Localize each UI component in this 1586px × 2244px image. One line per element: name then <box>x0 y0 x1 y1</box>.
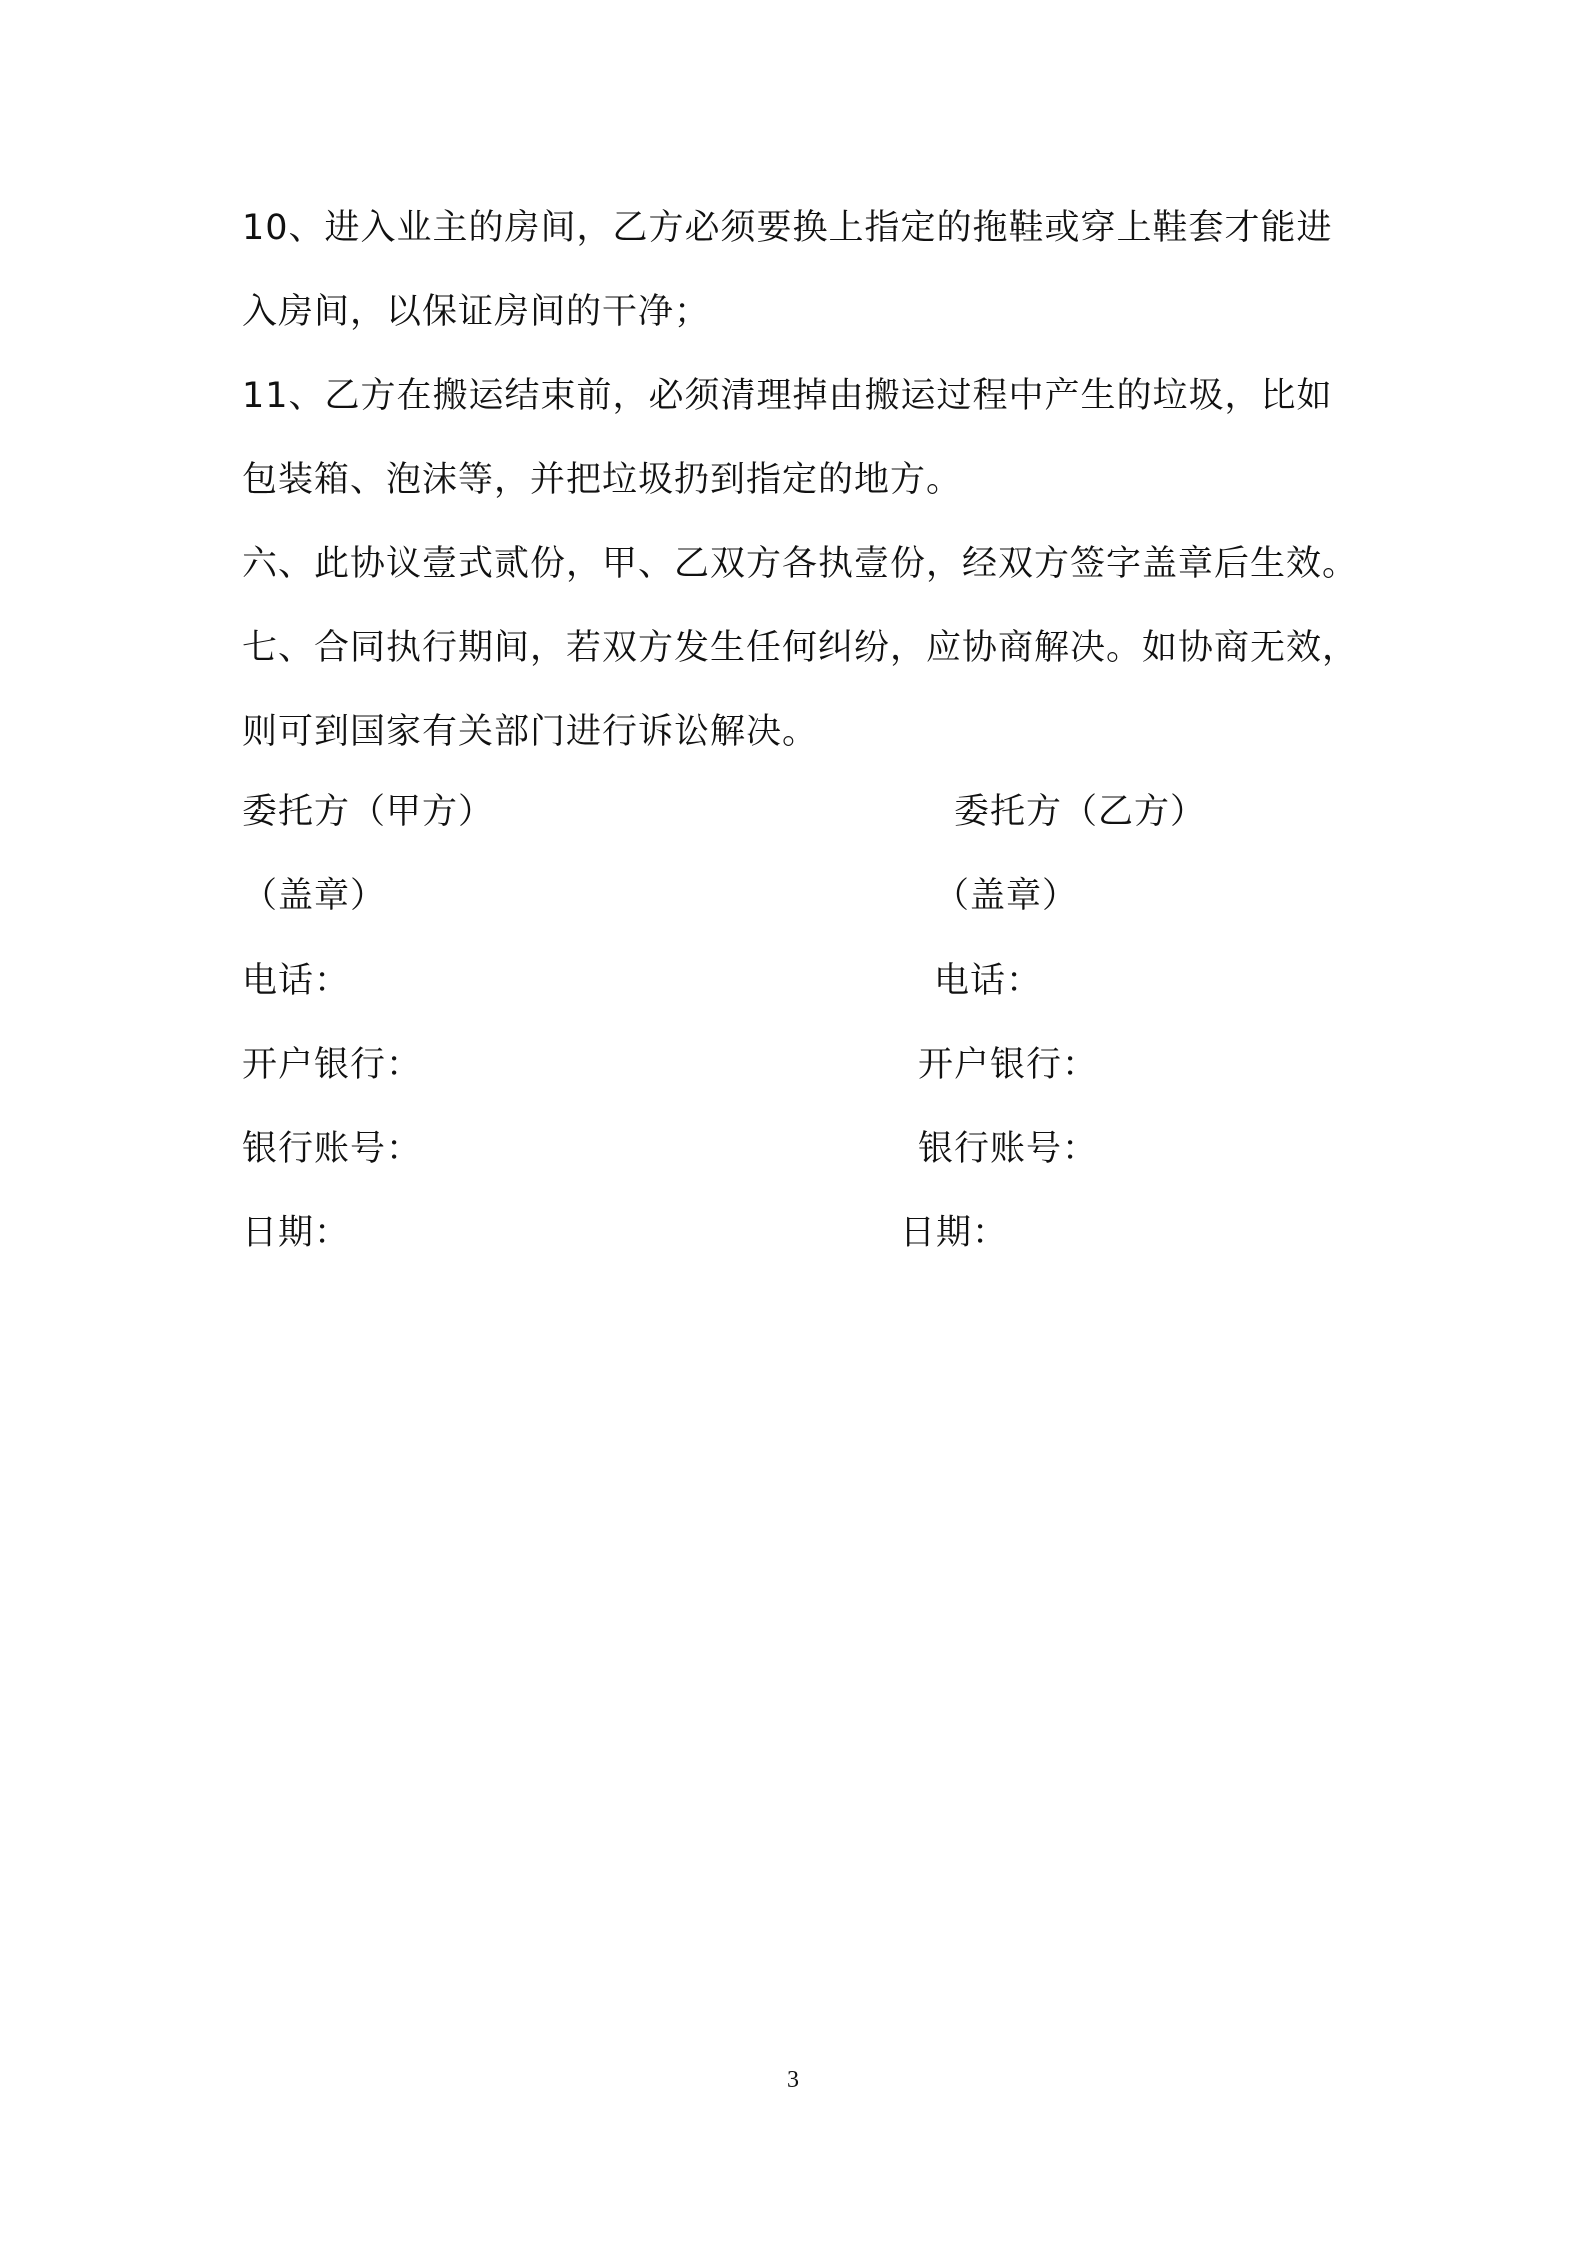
party-b-account-label: 银行账号： <box>918 1129 1099 1169</box>
party-b-title: 委托方（乙方） <box>954 792 1207 832</box>
party-a-phone-label: 电话： <box>242 961 351 1001</box>
party-b-date-label: 日期： <box>900 1213 1009 1253</box>
party-b-phone-label: 电话： <box>934 961 1043 1001</box>
party-a-account-label: 银行账号： <box>242 1129 423 1169</box>
clause-11: 11、乙方在搬运结束前，必须清理掉由搬运过程中产生的垃圾，比如包装箱、泡沫等，并把垃圾扔到指定的地方。 <box>242 376 1333 500</box>
party-a-seal: （盖章） <box>242 876 387 916</box>
party-b-bank-label: 开户银行： <box>918 1045 1099 1085</box>
party-a-bank-label: 开户银行： <box>242 1045 423 1085</box>
party-a-date-label: 日期： <box>242 1213 351 1253</box>
clause-10: 10、进入业主的房间，乙方必须要换上指定的拖鞋或穿上鞋套才能进入房间，以保证房间的干净； <box>242 208 1333 332</box>
party-b-seal: （盖章） <box>934 876 1079 916</box>
page-number: 3 <box>787 2067 799 2093</box>
clause-seven: 七、合同执行期间，若双方发生任何纠纷，应协商解决。如协商无效，则可到国家有关部门进行诉讼解决。 <box>242 628 1359 752</box>
clause-six: 六、此协议壹式贰份，甲、乙双方各执壹份，经双方签字盖章后生效。 <box>242 544 1359 584</box>
party-a-title: 委托方（甲方） <box>242 792 495 832</box>
